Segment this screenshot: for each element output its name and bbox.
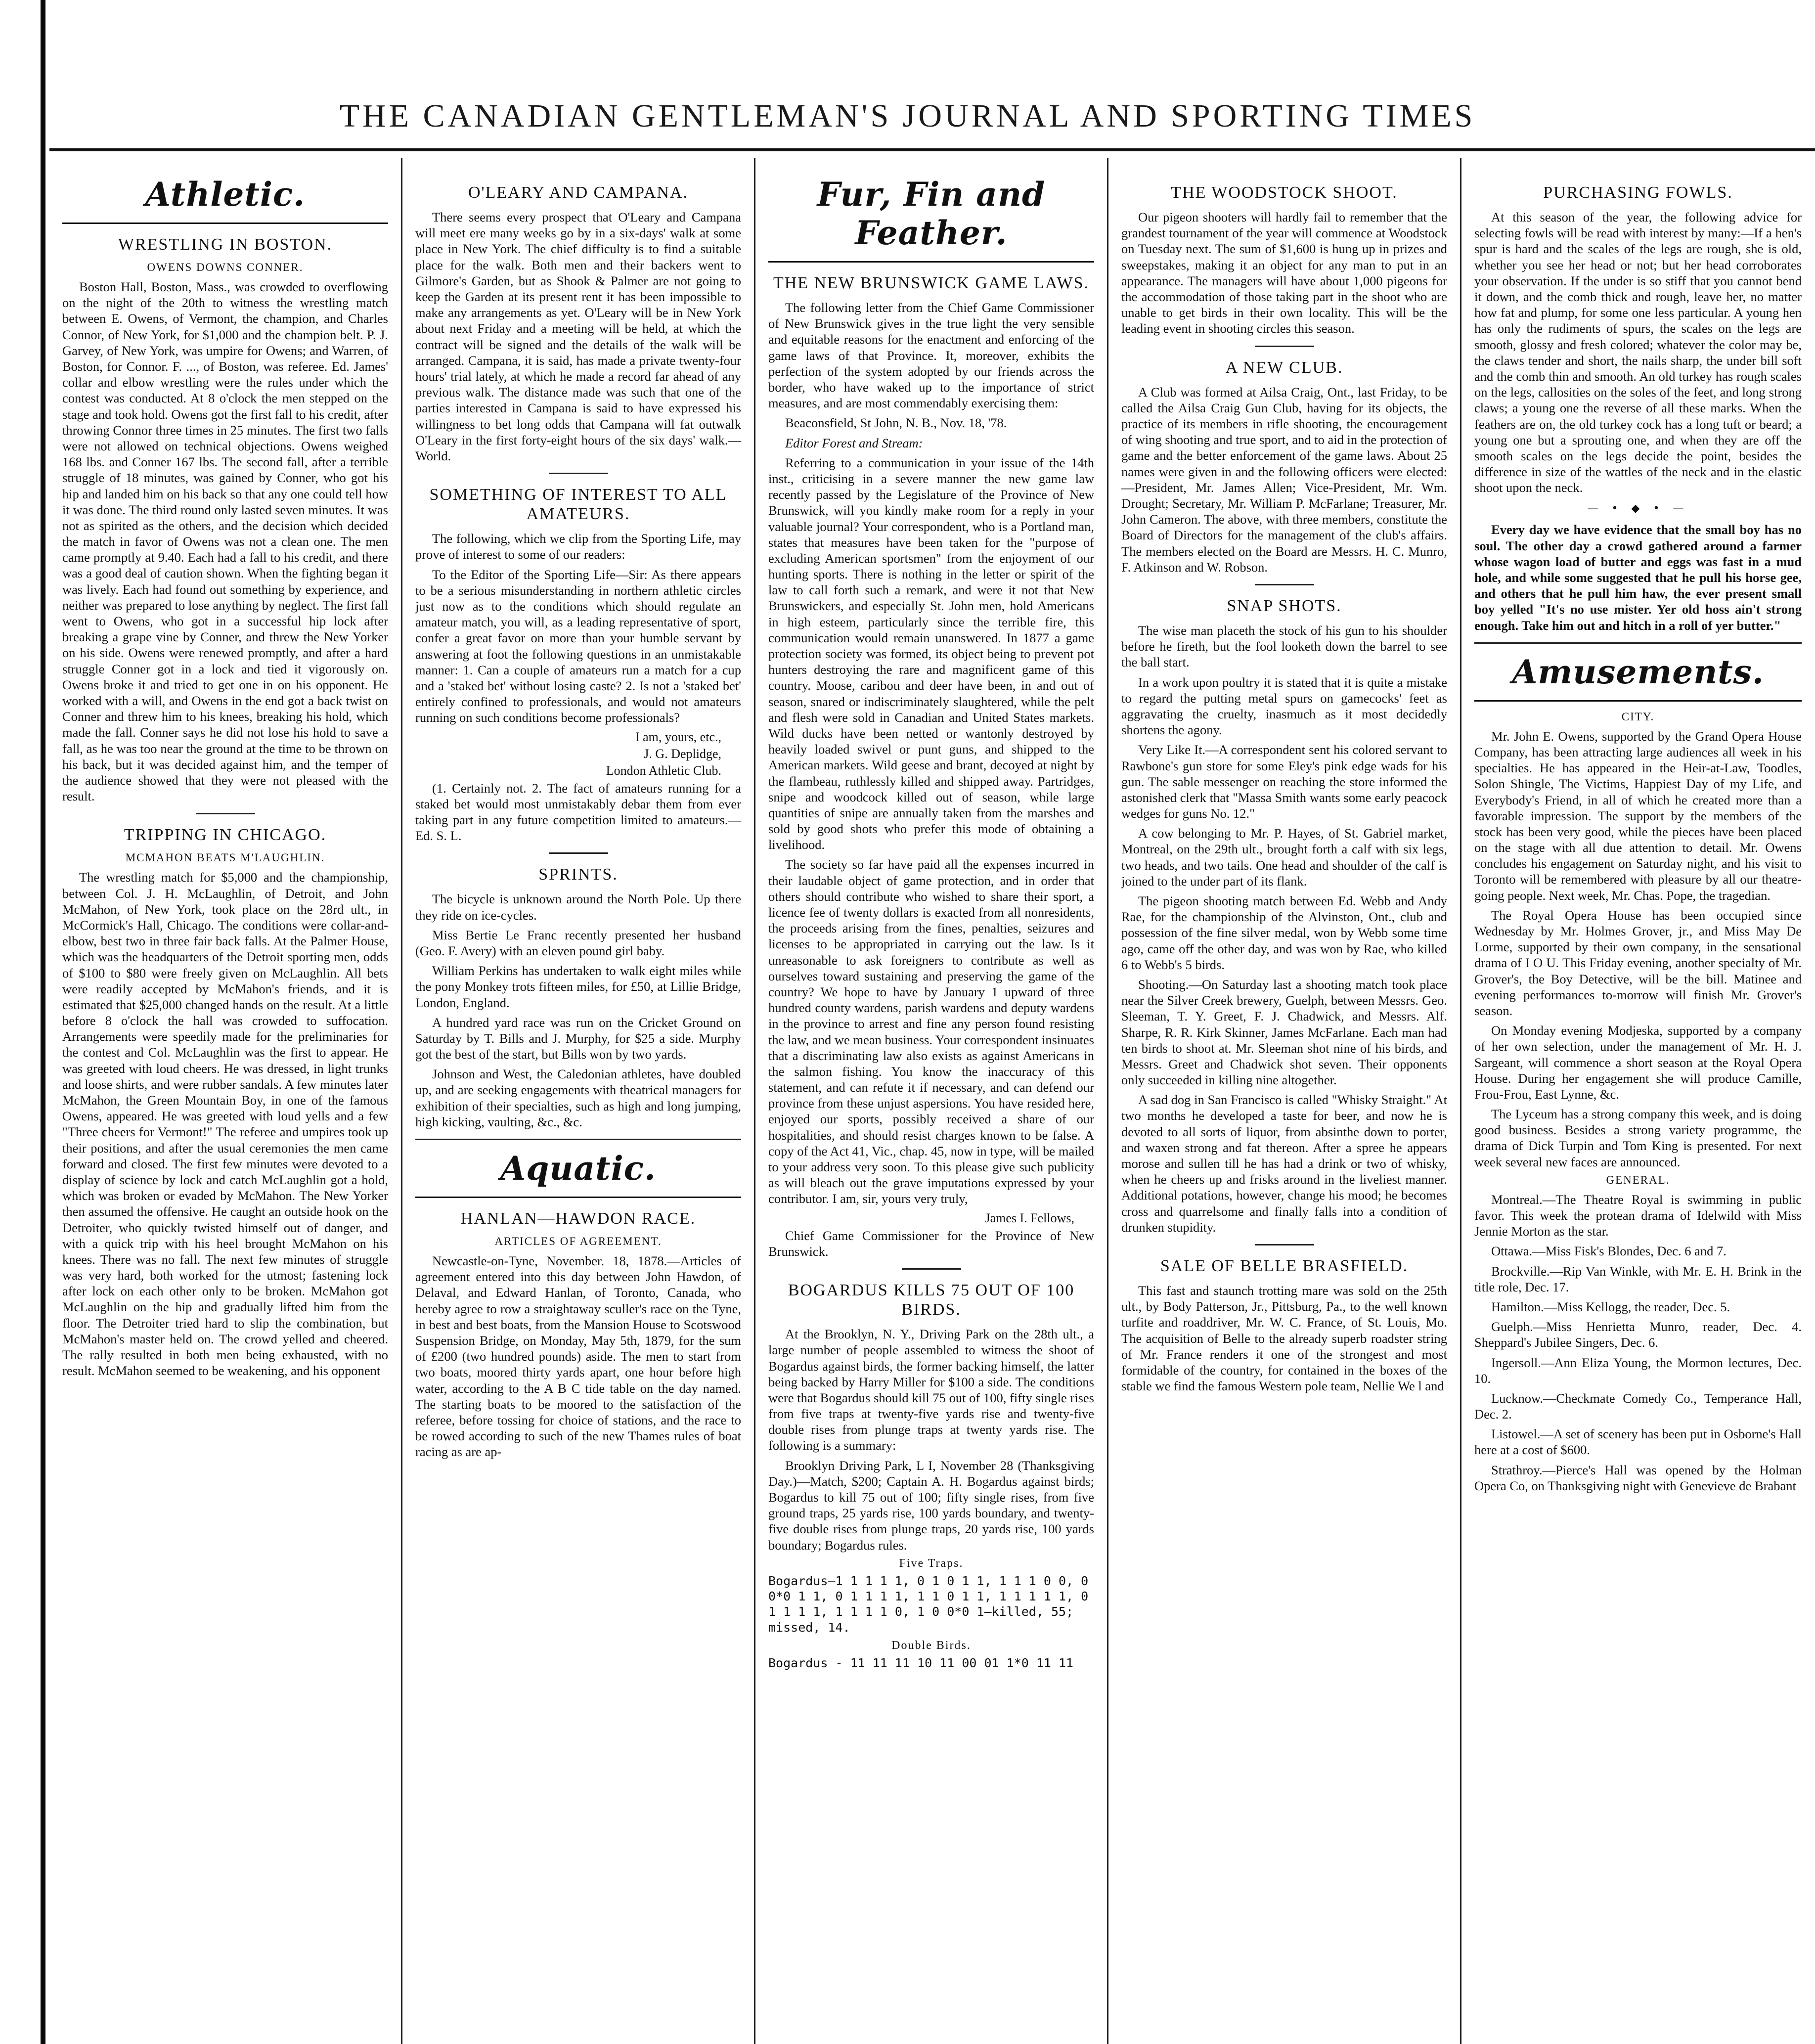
article-paragraph: The Lyceum has a strong company this week, and is doing good business. Besides a strong variety programme, the drama of Dick Turpin and Tom King is presented. For next week several new faces are announced. [1474,1107,1802,1169]
score-line: Bogardus—1 1 1 1 1, 0 1 0 1 1, 1 1 1 0 0, 0 0*0 1 1, 0 1 1 1 1, 1 1 0 1 1, 1 1 1 1 1, 0 1 1 1 1, 1 1 1 1 0, 1 0 0*0 1—killed, 55; missed, 14. [768,1573,1089,1635]
article-paragraph: Johnson and West, the Caledonian athletes, have doubled up, and are seeking engagements with theatrical managers for exhibition of their specialties, such as high and long jumping, high kicking, vaulting, &c., &c. [415,1066,741,1129]
article-paragraph: The wise man placeth the stock of his gun to his shoulder before he fireth, but the fool looketh down the barrel to see the ball start. [1121,623,1447,670]
article-paragraph: A sad dog in San Francisco is called "Whisky Straight." At two months he developed a taste for beer, and now he is devoted to all sorts of liquor, from absinthe down to porter, and waxen strong and fat thereon. After a spree he appears morose and sullen till he has had a drink or two of whisky, when he cheers up and frisks around in the liveliest manner. Additional potations, however, change his mood; he becomes cross and quarrelsome and finally falls into a condition of drunken stupidity. [1121,1092,1447,1235]
department-rule [415,1139,741,1140]
article-title: SALE OF BELLE BRASFIELD. [1160,1256,1409,1275]
column-1 [49,158,402,2044]
masthead-rule [49,148,1815,151]
article-paragraph: In a work upon poultry it is stated that it is quite a mistake to regard the putting metal spurs on gamecocks' feet as aggravating the cruelty, inasmuch as it most decidedly shortens the agony. [1121,674,1447,738]
column-4 [1108,158,1461,2044]
listing-item: Hamilton.—Miss Kellogg, the reader, Dec. 5. [1491,1299,1730,1314]
letter-signature: J. G. Deplidge, [644,746,721,761]
editor-reply: (1. Certainly not. 2. The fact of amateurs running for a staked bet would most unmistakably debar them from ever taking part in any future competition limited to amateurs.—Ed. S. L. [415,780,741,844]
letter-paragraph: To the Editor of the Sporting Life—Sir: As there appears to be a serious misunderstanding in northern athletic circles just now as to the conditions which should regulate an amateur match, you will, as a leading representative of sport, confer a great favor on more than your humble servant by answering at foot the following questions in an unmistakable manner: 1. Can a couple of amateurs run a match for a cup and a 'staked bet' without losing caste? 2. Is not a 'staked bet' entirely confined to professionals, and would not amateurs running on such conditions become professionals? [415,567,741,725]
department-rule [1474,642,1802,644]
article-paragraph: A cow belonging to Mr. P. Hayes, of St. Gabriel market, Montreal, on the 29th ult., brought forth a calf with six legs, two heads, and two tails. One head and shoulder of the calf is joined to the under part of its flank. [1121,826,1447,889]
article-paragraph: This fast and staunch trotting mare was sold on the 25th ult., by Body Patterson, Jr., Pittsburg, Pa., to the well known turfite and roaddriver, Mr. W. C. France, of St. Louis, Mo. The acquisition of Belle to the already superb roadster string of Mr. France renders it one of the strongest and most formidable of the country, for contained in the boxes of the stable we find the famous Western pole team, Nellie We l and [1121,1283,1447,1394]
article-title: PURCHASING FOWLS. [1543,183,1733,202]
newspaper-columns [49,158,1815,2044]
article-paragraph: Miss Bertie Le Franc recently presented her husband (Geo. F. Avery) with an eleven pound girl baby. [415,927,741,958]
article-title: THE WOODSTOCK SHOOT. [1171,183,1398,202]
listing-item: Brockville.—Rip Van Winkle, with Mr. E. H. Brink in the title role, Dec. 17. [1474,1263,1802,1294]
article-title: TRIPPING IN CHICAGO. [124,826,327,844]
letter-signature: James I. Fellows, [985,1210,1074,1225]
article-paragraph: On Monday evening Modjeska, supported by a company of her own selection, under the management of Mr. H. J. Sargeant, will commence a short season at the Royal Opera House. During her engagement she will produce Camille, Frou-Frou, East Lynne, &c. [1474,1023,1802,1102]
article-divider [1255,346,1314,347]
section-subheading: GENERAL. [1606,1173,1670,1186]
article-paragraph: Brooklyn Driving Park, L I, November 28 (Thanksgiving Day.)—Match, $200; Captain A. H. Bogardus against birds; Bogardus to kill 75 out of 100; fifty single rises, from five ground traps, 25 yards rise, 100 yards boundary, and twenty-five double rises from plunge traps, 20 yards rise, 100 yards boundary; Bogardus rules. [768,1458,1094,1553]
article-title: A NEW CLUB. [1225,358,1343,377]
column-5 [1461,158,1815,2044]
article-subtitle: OWENS DOWNS CONNER. [147,261,304,274]
listing-item: Ottawa.—Miss Fisk's Blondes, Dec. 6 and 7. [1491,1244,1726,1259]
letter-salutation: Editor Forest and Stream: [785,435,923,450]
article-subtitle: ARTICLES OF AGREEMENT. [494,1235,662,1248]
department-heading-aquatic: Aquatic. [500,1149,656,1188]
article-paragraph: Our pigeon shooters will hardly fail to remember that the grandest tournament of the year will commence at Woodstock on Tuesday next. The sum of $1,600 is hung up in prizes and sweepstakes, making it an object for any man to put in an appearance. The managers will have about 1,000 pigeons for the accommodation of those taking part in the shoot who are unable to get birds in their own locality. This will be the leading event in shooting circles this season. [1121,210,1447,336]
article-paragraph: Every day we have evidence that the small boy has no soul. The other day a crowd gathered around a farmer whose wagon load of butter and eggs was fast in a mud hole, and while some suggested that he pull his horse gee, and others that he pull him haw, the ever present small boy yelled "It's no use mister. Yer old hoss ain't strong enough. Take him out and hitch in a roll of yer butter." [1474,522,1802,633]
article-paragraph: Boston Hall, Boston, Mass., was crowded to overflowing on the night of the 20th to witness the wrestling match between E. Owens, of Vermont, the champion, and Charles Connor, of New York, for $1,000 and the champion belt. P. J. Garvey, of New York, was umpire for Owens; and Warren, of Boston, for Connor. F. ..., of Boston, was referee. Ed. James' collar and elbow wrestling were the rules under which the contest was conducted. At 8 o'clock the men stepped on the stage and took hold. Owens got the first fall to his credit, after throwing Connor three times in 25 minutes. The first two falls were not allowed on technical objections. Owens weighed 168 lbs. and Conner 167 lbs. The second fall, after a terrible struggle of 18 minutes, was gained by Conner, who got his hip and landed him on his back so that any one could tell how it was done. The third round only lasted seven minutes. It was not as spirited as the others, and the decision which decided the match in favor of Owens was not a clean one. The men came promptly at 9.40. Each had a fall to his credit, and there was a good deal of caution shown. When the fighting began it was lively. Each had found out something by experience, and neither was prepared to lose anything by neglect. The first fall went to Owens, who got in a successful hip lock after breaking a grape vine by Conner, and threw the New Yorker on his side. Owens were renewed promptly, and after a hard struggle Conner got in a lock and tied it vigorously on. Owens broke it and tried to get one in on his opponent. He worked with a will, and Owens in the end got a back twist on Conner and threw him to his knees, breaking his hold, which made the fall. Conner says he did not lose his hold to save a fall, as he was too near the ground at the time to be thrown on his back, but it was decided against him, and the temper of the audience showed that they were not pleased with the result. [62,279,388,804]
article-paragraph: Very Like It.—A correspondent sent his colored servant to Rawbone's gun store for some Eley's pink edge wads for his gun. The sable messenger on reaching the store informed the astonished clerk that "Massa Smith wants some early peacock wedges for guns No. 12." [1121,742,1447,821]
article-title: SNAP SHOTS. [1227,596,1342,615]
listing-item: Ingersoll.—Ann Eliza Young, the Mormon lectures, Dec. 10. [1474,1355,1802,1386]
article-title: BOGARDUS KILLS 75 OUT OF 100 BIRDS. [788,1281,1075,1319]
article-paragraph: The pigeon shooting match between Ed. Webb and Andy Rae, for the championship of the Alvinston, Ont., club and possession of the fine silver medal, won by Webb some time ago, came off the other day, and was won by Rae, who killed 6 to Webb's 5 birds. [1121,893,1447,972]
letter-paragraph: The society so far have paid all the expenses incurred in their laudable object of game protection, and in order that others should contribute who wished to share their sport, a licence fee of twenty dollars is exacted from all nonresidents, the proceeds arising from the fines, penalties, seizures and licenses to be appropriated in carrying out the law. Is it unreasonable to ask foreigners to contribute as well as ourselves toward sustaining and preserving the game of the country? We hope to have by January 1 upward of three hundred county wardens, parish wardens and deputy wardens in the province to arrest and fine any person found resisting the law, and we mean business. Your correspondent insinuates that a discriminating law also exists as against Americans in the salmon fishing. You know the inaccuracy of this statement, and can refute it if necessary, and can defend our province from these unjust aspersions. You have resided here, enjoyed our sports, possibly received a share of our hospitalities, and should resist charges known to be false. A copy of the Act 41, Vic., chap. 45, now in type, will be mailed to your address very soon. To this please give such publicity as will bleach out the grave imputations expressed by your contributor. I am, sir, yours very truly, [768,857,1094,1206]
article-divider [549,852,608,854]
article-paragraph: William Perkins has undertaken to walk eight miles while the pony Monkey trots fifteen miles, for £50, at Lillie Bridge, London, England. [415,963,741,1010]
article-subtitle: MCMAHON BEATS M'LAUGHLIN. [125,851,325,864]
article-paragraph: The bicycle is unknown around the North Pole. Up there they ride on ice-cycles. [415,891,741,923]
letter-dateline: Beaconsfield, St John, N. B., Nov. 18, '78. [785,415,1007,431]
article-paragraph: Shooting.—On Saturday last a shooting match took place near the Silver Creek brewery, Guelph, between Messrs. Geo. Sleeman, T. Y. Greet, F. J. Chadwick, and Messrs. Alf. Sharpe, R. R. Kirk Skinner, James McFarlane. Each man had ten birds to shoot at. Mr. Sleeman shot nine of his birds, and Messrs. Greet and Chadwick shot seven. Their opponents only succeeded in killing nine altogether. [1121,977,1447,1088]
score-heading: Double Birds. [891,1639,971,1652]
listing-item: Strathroy.—Pierce's Hall was opened by the Holman Opera Co, on Thanksgiving night with Genevieve de Brabant [1474,1462,1802,1493]
department-rule [62,222,388,224]
article-title: THE NEW BRUNSWICK GAME LAWS. [773,274,1090,292]
article-paragraph: Newcastle-on-Tyne, November. 18, 1878.—Articles of agreement entered into this day between John Hawdon, of Delaval, and Edward Hanlan, of Toronto, Canada, who hereby agree to row a straightaway sculler's race on the Tyne, in best and best boats, from the Mansion House to Scotswood Suspension Bridge, on Monday, May 5th, 1879, for the sum of £200 (two hundred pounds) aside. The men to start from two boats, moored thirty yards apart, one hour before high water, according to the A B C tide table on the day named. The starting boats to be moored to the satisfaction of the referee, before tossing for choice of stations, and the race to be rowed according to such of the new Thames rules of boat racing as are ap- [415,1253,741,1460]
article-divider [902,1268,961,1270]
letter-signoff: I am, yours, etc., [635,729,721,744]
article-paragraph: There seems every prospect that O'Leary and Campana will meet ere many weeks go by in a six-days' walk at some place in New York. The chief difficulty is to find a suitable place for the walk. Both men and their backers went to Gilmore's Garden, but as Shook & Palmer are not going to keep the Garden at its present rent it has been impossible to make any arrangements as yet. O'Leary will be in New York about next Friday and a meeting will be held, at which the contract will be signed and the details of the walk will be arranged. Campana, it is said, has made a private twenty-four hours' trial lately, at which he made a record far ahead of any previous walk. The distance made was such that one of the parties interested in Campana is said to have expressed his willingness to bet long odds that Campana will fat outwalk O'Leary in the first forty-eight hours of the six days' walk.—World. [415,210,741,463]
article-title: O'LEARY AND CAMPANA. [468,183,689,202]
ornamental-divider: — • ◆ • — [1587,502,1689,515]
article-title: SPRINTS. [538,865,618,884]
article-divider [549,473,608,474]
article-divider [1255,584,1314,585]
department-heading-fur-fin-feather: Fur, Fin and Feather. [817,175,1046,252]
article-paragraph: The Royal Opera House has been occupied since Wednesday by Mr. Holmes Grover, jr., and Miss May De Lorme, supported by their own company, in the sensational drama of I O U. This Friday evening, another specialty of Mr. Grover's, the Boy Detective, will be the bill. Matinee and evening performances to-morrow will finish Mr. Grover's season. [1474,907,1802,1018]
article-paragraph: The following, which we clip from the Sporting Life, may prove of interest to some of our readers: [415,531,741,562]
article-paragraph: The wrestling match for $5,000 and the championship, between Col. J. H. McLaughlin, of Detroit, and John McMahon, of New York, took place on the 28rd ult., in McCormick's Hall, Chicago. The conditions were collar-and-elbow, best two in three fair back falls. At the Palmer House, which was the headquarters of the Detroit sporting men, odds of $100 to $80 were freely given on McLaughlin. All bets were readily accepted by McMahon's friends, and it is estimated that $25,000 changed hands on the result. At a little before 8 o'clock the hall was crowded to suffocation. Arrangements were speedily made for the preliminaries for the contest and Col. McLaughlin was the first to appear. He was greeted with loud cheers. He was dressed, in light trunks and loose shirts, and were rubber sandals. A few minutes later McMahon, the Green Mountain Boy, in one of the famous Owens, appeared. He was greeted with loud yells and a few "Three cheers for Vermont!" The referee and umpires took up their positions, and after the usual ceremonies the men came forward and closed. The first few minutes were devoted to a display of science by lock and catch McLaughlin got a hold, which was broken or evaded by McMahon. The New Yorker then assumed the offensive. He caught an outside hook on the Detroiter, who quickly twisted himself out of danger, and with a quick trip with his heel brought McMahon on his knees. There was no fall. The next few minutes of struggle was very hard, both worked for the utmost; fastening lock after lock on each other only to be broken. McMahon got McLaughlin on the hip and gradually lifted him from the floor. The Detroiter tried hard to slip the combination, but McMahon's master held on. The crowd yelled and cheered. The rally resulted in both men being exhausted, with no result. McMahon seemed to be weakening, and his opponent [62,870,388,1378]
department-heading-athletic: Athletic. [145,175,306,214]
article-paragraph: At the Brooklyn, N. Y., Driving Park on the 28th ult., a large number of people assembled to witness the shoot of Bogardus against birds, the former backing himself, the latter being backed by Harry Miller for $100 a side. The conditions were that Bogardus should kill 75 out of 100, fifty single rises from five traps at twenty-five yards rise and twenty-five double rises from plunge traps at twenty yards rise. The following is a summary: [768,1327,1094,1453]
article-paragraph: A Club was formed at Ailsa Craig, Ont., last Friday, to be called the Ailsa Craig Gun Club, having for its objects, the practice of its members in rifle shooting, the encouragement of wing shooting and true sport, and to aid in the protection of game and the better enforcement of the game laws. About 25 names were given in and the following officers were elected:—President, Mr. James Allen; Vice-President, Mr. Wm. Drought; Secretary, Mr. William P. McFarlane; Treasurer, Mr. John Cameron. The above, with three members, constitute the Board of Directors for the management of the club's affairs. The members elected on the Board are Messrs. H. C. Munro, F. Atkinson and W. Robson. [1121,384,1447,575]
department-heading-amusements: Amusements. [1512,652,1764,691]
article-title: WRESTLING IN BOSTON. [118,235,333,254]
article-title: SOMETHING OF INTEREST TO ALL AMATEURS. [429,486,727,524]
listing-item: Montreal.—The Theatre Royal is swimming in public favor. This week the protean drama of Idelwild with Miss Jennie Morton as the star. [1474,1192,1802,1239]
department-rule [415,1197,741,1198]
column-2 [402,158,755,2044]
listing-item: Lucknow.—Checkmate Comedy Co., Temperance Hall, Dec. 2. [1474,1390,1802,1422]
listing-item: Listowel.—A set of scenery has been put in Osborne's Hall here at a cost of $600. [1474,1426,1802,1458]
article-paragraph: Mr. John E. Owens, supported by the Grand Opera House Company, has been attracting large audiences all week in his specialties. He has appeared in the Heir-at-Law, Toodles, Solon Shingle, The Victims, Happiest Day of my Life, and Everybody's Friend, in all of which he created more than a favorable impression. The support by the members of the stock has been very good, while the pieces have been placed on the stage with all due attention to detail. Mr. Owens concludes his engagement on Saturday night, and his visit to Toronto will be remembered with pleasure by all our theatre-going people. Next week, Mr. Chas. Pope, the tragedian. [1474,728,1802,903]
score-line: Bogardus - 11 11 11 10 11 00 01 1*0 11 11 [768,1655,1074,1670]
department-rule [768,261,1094,263]
letter-paragraph: Referring to a communication in your issue of the 14th inst., criticising in a severe manner the new game law recently passed by the Legislature of the Province of New Brunswick, will you kindly make room for a reply in your valuable journal? Your correspondent, who is a Portland man, states that measures have been taken for the "purpose of excluding American sportsmen" from the enjoyment of our hunting sports. There is nothing in the letter or spirit of the law to call forth such a remark, and were it not that New Brunswickers, and especially St. John men, hold Americans in high esteem, particularly since the terrible fire, this communication would remain unanswered. In 1877 a game protection society was formed, its object being to prevent pot hunters destroying the rare and magnificent game of this country. Moose, caribou and deer have been, in and out of season, snared or indiscriminately slaughtered, while the pelt and flesh were sold in Canadian and United States markets. Wild ducks have been netted or wantonly destroyed by heavily loaded swivel or punt guns, and shipped to the American markets. Wild geese and brant, decoyed at night by the flambeau, ruthlessly killed and shipped away. Partridges, snipe and woodcock killed out of season, while large quantities of snipe are annually taken from the marshes and sold by good shots who prefer this mode of obtaining a livelihood. [768,455,1094,852]
column-3 [755,158,1108,2044]
letter-affiliation: London Athletic Club. [606,763,721,778]
article-paragraph: A hundred yard race was run on the Cricket Ground on Saturday by T. Bills and J. Murphy, for $25 a side. Murphy got the best of the start, but Bills won by two yards. [415,1015,741,1062]
section-subheading: CITY. [1621,710,1655,723]
page-binding-edge [41,0,45,2044]
letter-affiliation: Chief Game Commissioner for the Province of New Brunswick. [768,1228,1094,1259]
department-rule [1474,700,1802,702]
article-divider [196,813,255,814]
score-heading: Five Traps. [899,1556,964,1570]
article-paragraph: The following letter from the Chief Game Commissioner of New Brunswick gives in the true light the very sensible and equitable reasons for the enactment and enforcing of the game laws of that Province. It, moreover, exhibits the perfection of the system adopted by our friends across the border, who have waked up to the importance of strict measures, and are most commendably exercising them: [768,300,1094,411]
listing-item: Guelph.—Miss Henrietta Munro, reader, Dec. 4. Sheppard's Jubilee Singers, Dec. 6. [1474,1319,1802,1350]
article-divider [1255,1244,1314,1245]
masthead: THE CANADIAN GENTLEMAN'S JOURNAL AND SPORTING TIMES [339,98,1476,134]
article-title: HANLAN—HAWDON RACE. [460,1209,696,1228]
article-paragraph: At this season of the year, the following advice for selecting fowls will be read with interest by many:—If a hen's spur is hard and the scales of the legs are rough, she is old, whether you see her head or not; but her head corroborates your observation. If the under is so stiff that you cannot bend it down, and the comb thick and rough, leave her, no matter how fat and plump, for some one less particular. A young hen has only the rudiments of spurs, the scales on the legs are smooth, glossy and fresh colored; whatever the color may be, the claws tender and short, the nails sharp, the under bill soft and the comb thin and smooth. An old turkey has rough scales on the legs, callosities on the soles of the feet, and long strong claws; a young one the reverse of all these marks. When the feathers are on, the old turkey cock has a long tuft or beard; a young one but a sprouting one, and when they are off the smooth scales on the legs decide the point, besides the difference in size of the wattles of the neck and in the elastic shoot upon the neck. [1474,210,1802,495]
